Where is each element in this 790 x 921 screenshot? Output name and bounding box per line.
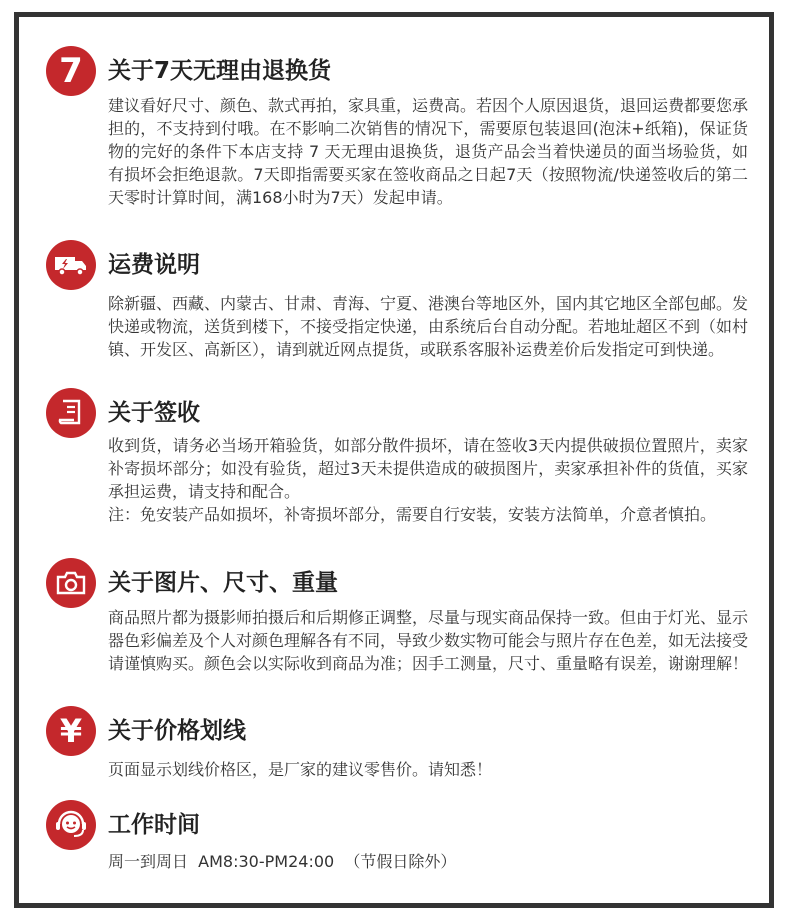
section-body: 收到货，请务必当场开箱验货，如部分散件损坏，请在签收3天内提供破损位置照片，卖家补寄损坏部分；如没有验货，超过3天未提供造成的破损图片，卖家承担补件的货值，买家承担运费，请支持和配合。 bbox=[108, 436, 748, 501]
section-title: 工作时间 bbox=[108, 812, 200, 838]
seven-badge-icon bbox=[46, 46, 96, 96]
yen-icon bbox=[46, 706, 96, 756]
section-title: 关于价格划线 bbox=[108, 718, 246, 744]
badge-yen: ¥ bbox=[59, 712, 83, 750]
receipt-icon bbox=[46, 388, 96, 438]
section-body: 建议看好尺寸、颜色、款式再拍，家具重，运费高。若因个人原因退货，退回运费都要您承担的，不支持到付哦。在不影响二次销售的情况下，需要原包装退回(泡沫+纸箱)，保证货物的完好的条件下本店支持 7 天无理由退换货，退货产品会当着快递员的面当场验货，如有损坏会拒绝退款。7天即指需要买家在签收商品之日起7天（按照物流/快递签收后的第二天零时计算时间，满168小时为7天）发起申请。 bbox=[108, 96, 749, 207]
section-body: 商品照片都为摄影师拍摄后和后期修正调整，尽量与现实商品保持一致。但由于灯光、显示器色彩偏差及个人对颜色理解各有不同，导致少数实物可能会与照片存在色差，如无法接受请谨慎购买。颜色会以实际收到商品为准；因手工测量，尺寸、重量略有误差，谢谢理解！ bbox=[108, 608, 749, 673]
section-note: 注：免安装产品如损坏，补寄损坏部分，需要自行安装，安装方法简单，介意者慎拍。 bbox=[108, 505, 717, 524]
camera-icon bbox=[46, 558, 96, 608]
section-body: 周一到周日 AM8:30-PM24:00 （节假日除外） bbox=[108, 852, 457, 871]
section-title: 关于7天无理由退换货 bbox=[108, 58, 332, 84]
section-title: 关于签收 bbox=[108, 400, 200, 426]
section-body: 除新疆、西藏、内蒙古、甘肃、青海、宁夏、港澳台等地区外，国内其它地区全部包邮。发快递或物流，送货到楼下，不接受指定快递，由系统后台自动分配。若地址超区不到（如村镇、开发区、高新区），请到就近网点提货，或联系客服补运费差价后发指定可到快递。 bbox=[108, 294, 749, 359]
section-body: 页面显示划线价格区，是厂家的建议零售价。请知悉！ bbox=[108, 760, 493, 779]
customer-service-icon bbox=[46, 800, 96, 850]
section-title: 运费说明 bbox=[108, 252, 200, 278]
section-title: 关于图片、尺寸、重量 bbox=[108, 570, 338, 596]
badge-seven: 7 bbox=[59, 51, 83, 91]
delivery-truck-icon bbox=[46, 240, 96, 290]
